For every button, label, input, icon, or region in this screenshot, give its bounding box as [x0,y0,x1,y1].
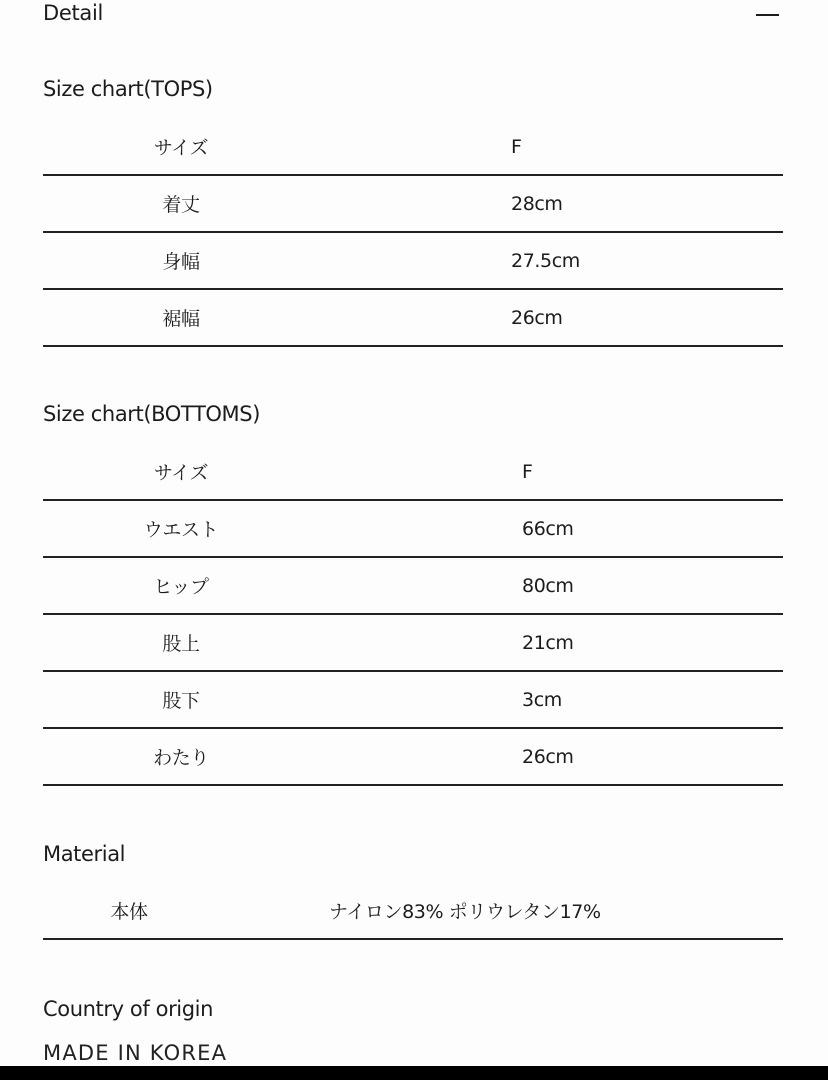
table-row [43,175,783,232]
table-row [43,614,783,671]
row-label: ヒップ [153,576,209,598]
table-row [43,444,783,500]
row-value: 3cm [522,688,562,711]
row-label: 身幅 [162,251,200,273]
row-label: 着丈 [162,194,200,216]
detail-title: Detail [43,1,104,25]
material-table [43,883,783,940]
row-value: F [522,460,533,483]
row-label: 股下 [162,690,200,712]
row-value: 27.5cm [511,249,580,272]
table-row [43,883,783,939]
table-row [43,232,783,289]
row-value: 26cm [522,745,574,768]
detail-header[interactable] [43,0,783,30]
bottoms-size-table [43,444,783,786]
country-of-origin-value: MADE IN KOREA [43,1041,228,1065]
tops-size-table [43,119,783,347]
table-row [43,557,783,614]
table-row [43,500,783,557]
minus-icon[interactable] [756,14,779,16]
row-label: サイズ [153,462,209,484]
table-row [43,119,783,175]
row-value: 26cm [511,306,563,329]
material-title: Material [43,842,126,866]
row-value: 66cm [522,517,574,540]
row-label: ウエスト [143,519,219,541]
row-label: わたり [153,747,209,769]
row-value: 28cm [511,192,563,215]
country-of-origin-title: Country of origin [43,997,214,1021]
table-row [43,728,783,785]
table-row [43,671,783,728]
row-label: サイズ [153,137,209,159]
row-label: 股上 [162,633,200,655]
row-value: 80cm [522,574,574,597]
row-value: 21cm [522,631,574,654]
row-label: 本体 [110,901,148,923]
bottoms-size-chart-title: Size chart(BOTTOMS) [43,402,260,426]
row-value: F [511,135,522,158]
tops-size-chart-title: Size chart(TOPS) [43,77,213,101]
row-value: ナイロン83% ポリウレタン17% [329,901,601,923]
row-label: 裾幅 [162,308,200,330]
table-row [43,289,783,346]
